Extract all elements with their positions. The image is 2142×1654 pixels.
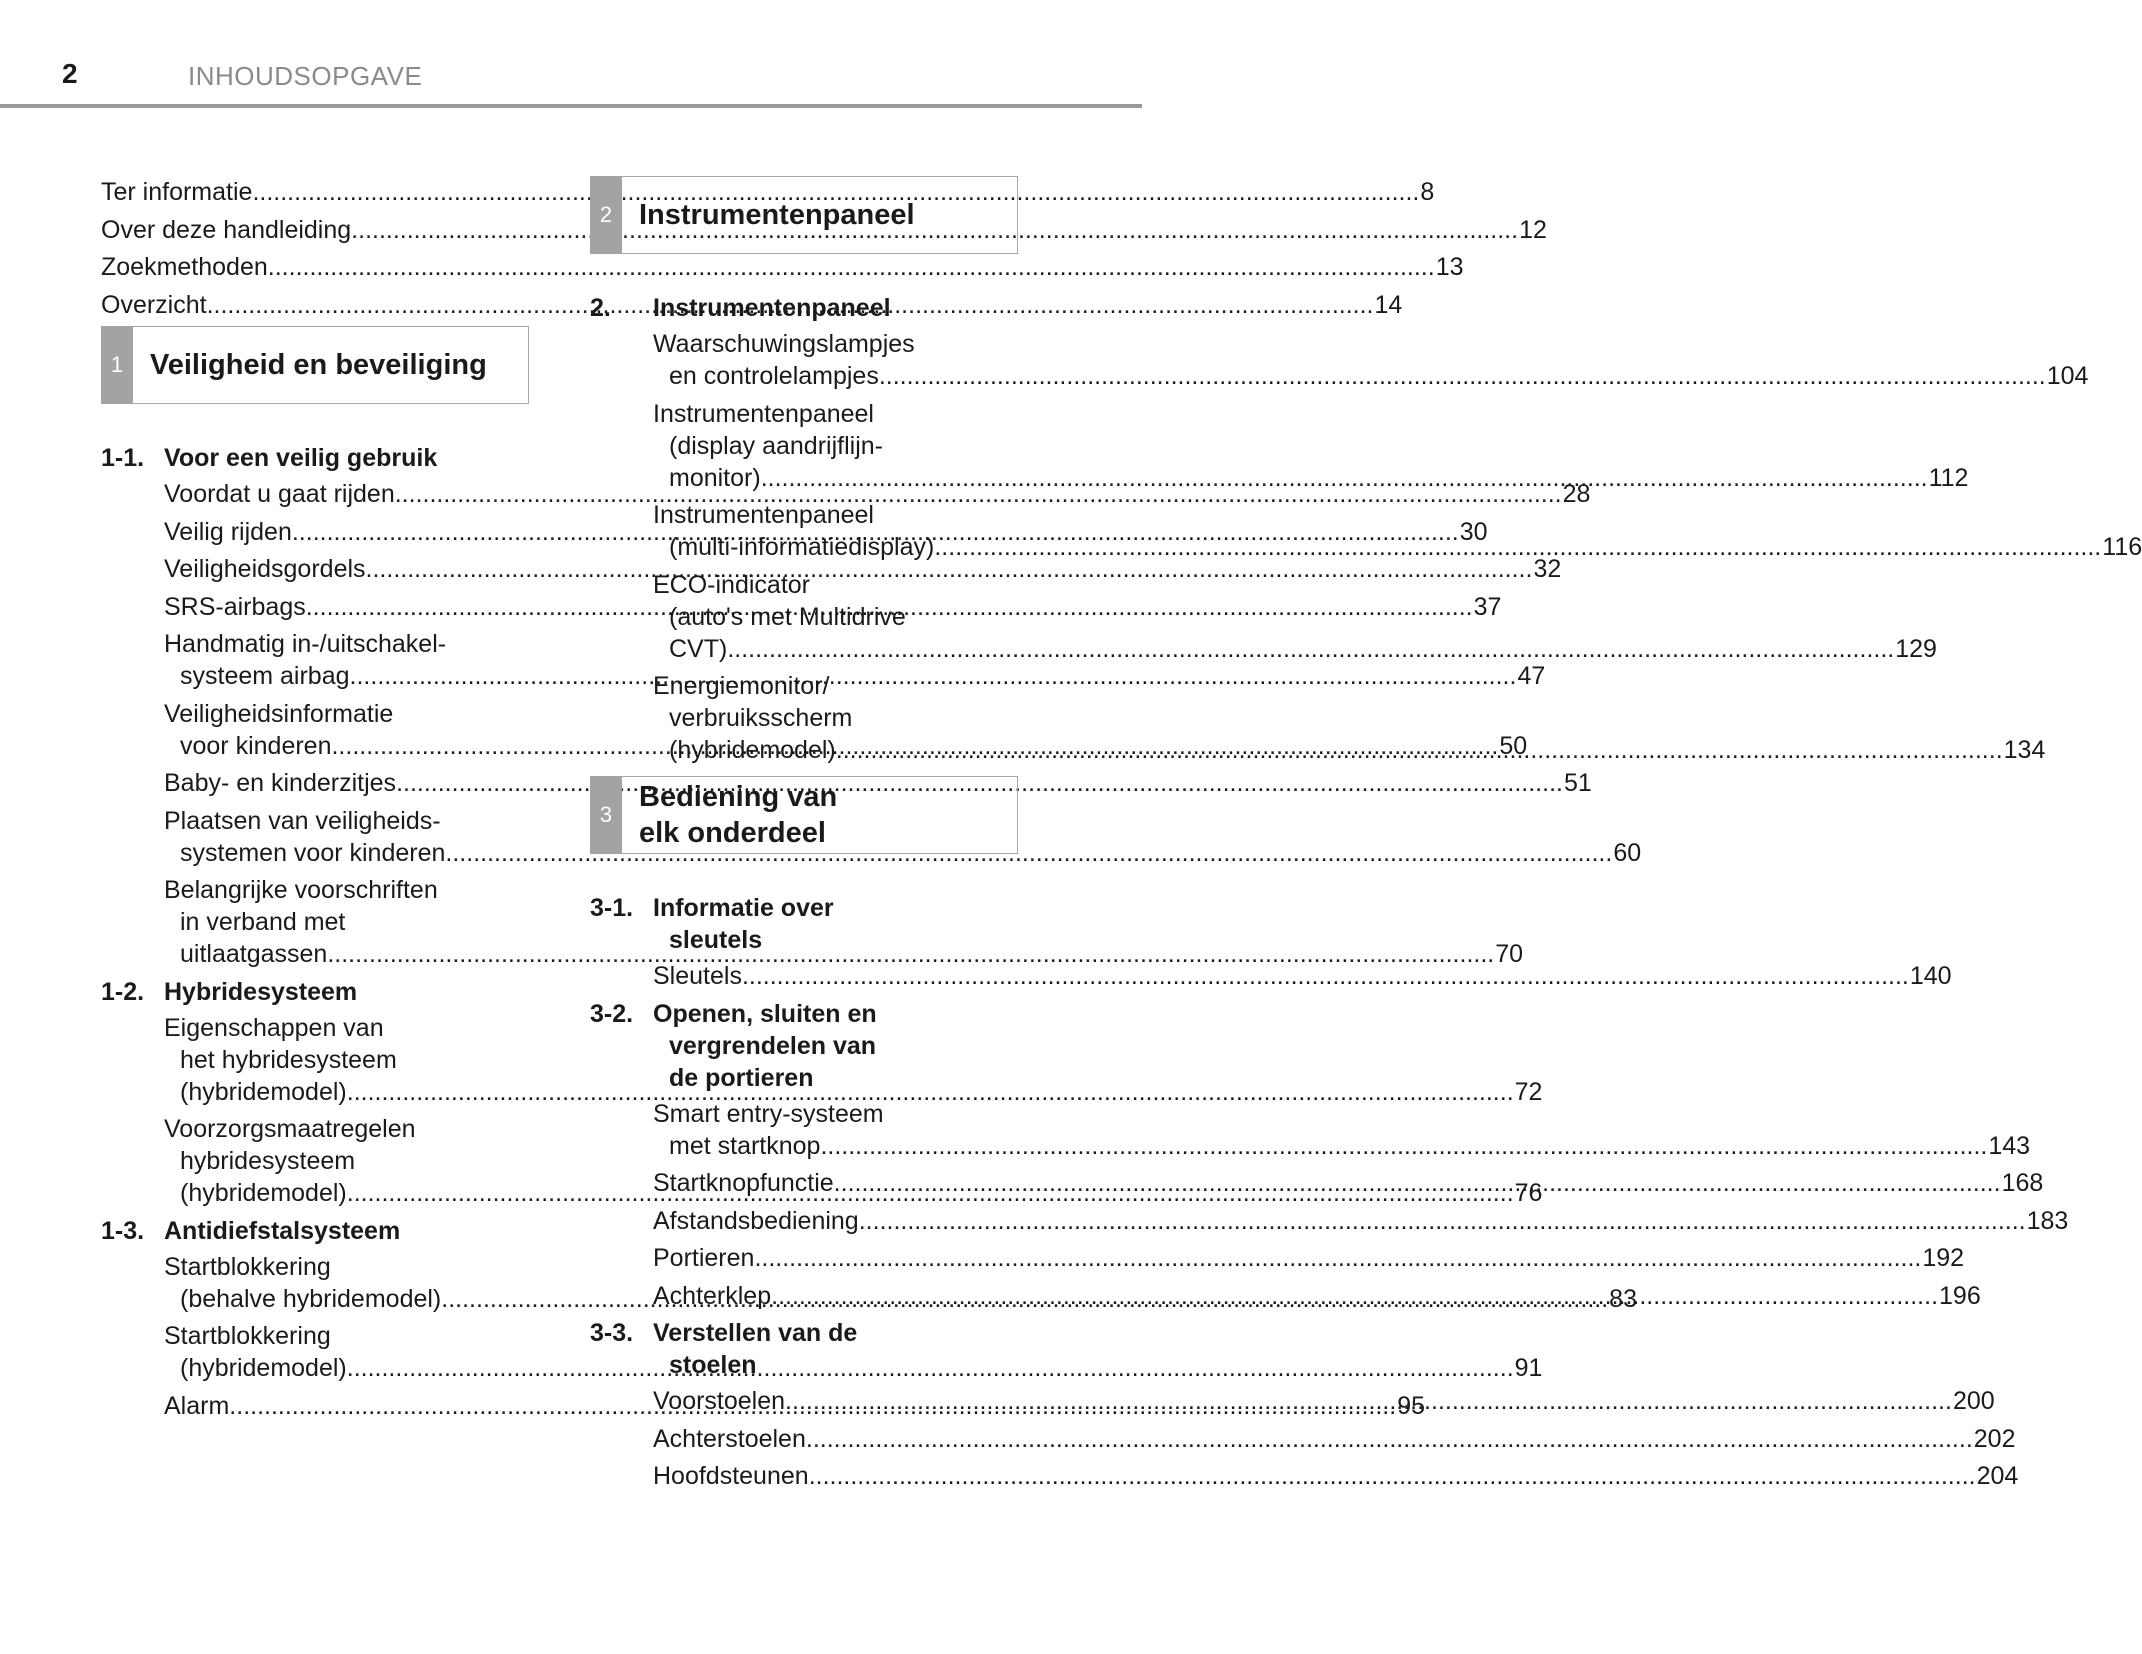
dot-leader (859, 1205, 2026, 1237)
entry-label-line: (auto's met Multidrive (669, 602, 906, 631)
dot-leader (806, 1423, 1973, 1455)
entry-label-line: Eigenschappen van (164, 1013, 384, 1042)
page-ref[interactable]: 143 (1988, 1131, 2031, 1160)
chapter-title (639, 779, 1007, 851)
section-number: 1-2. (101, 977, 145, 1006)
toc-entry[interactable] (653, 1423, 2016, 1455)
section-title-line: Openen, sluiten en (653, 999, 877, 1028)
section-heading[interactable] (590, 292, 1018, 324)
page-ref[interactable]: 192 (1922, 1244, 1965, 1272)
entry-label-line: hybridesysteem (180, 1147, 356, 1176)
section-title (653, 892, 1018, 956)
page-ref[interactable]: 70 (1495, 940, 1524, 969)
page-ref[interactable]: 183 (2026, 1206, 2069, 1235)
entry-label: (hybridemodel) (180, 1077, 347, 1106)
toc-entry[interactable] (653, 1460, 2019, 1492)
entry-label: Zoekmethoden (101, 253, 268, 282)
page-ref[interactable]: 116 (2102, 533, 2142, 561)
section-title (653, 1317, 1018, 1381)
toc-entry-line[interactable] (653, 360, 2089, 392)
entry-label-line: Instrumentenpaneel (653, 501, 874, 529)
dot-leader (820, 1132, 1987, 1160)
toc-entry[interactable] (653, 398, 1969, 494)
entry-label: (hybridemodel) (180, 1179, 347, 1208)
toc-entry-line[interactable] (653, 1242, 1965, 1274)
section-number: 1-1. (101, 444, 145, 473)
entry-label-line: Belangrijke voorschriften (164, 876, 438, 905)
entry-label: voor kinderen (180, 731, 332, 760)
page-ref[interactable]: 14 (1374, 290, 1403, 319)
entry-label: (hybridemodel) (180, 1354, 347, 1383)
section-title-line: de portieren (669, 1063, 814, 1092)
toc-entry-line[interactable] (653, 960, 1952, 992)
toc-entry-line[interactable] (653, 1423, 2016, 1455)
toc-entry-line[interactable] (653, 633, 1937, 665)
chapter-number-tab: 3 (590, 776, 622, 854)
page-ref[interactable]: 60 (1613, 838, 1642, 867)
page-ref[interactable]: 13 (1435, 253, 1464, 282)
page-ref[interactable]: 104 (2046, 362, 2089, 390)
section-heading[interactable] (101, 442, 529, 474)
entry-label: Over deze handleiding (101, 215, 352, 244)
toc-entry-line[interactable] (653, 1205, 2069, 1237)
entry-label: Portieren (653, 1244, 755, 1272)
toc-entry-line[interactable] (164, 478, 1591, 510)
dot-leader (754, 1242, 1921, 1274)
entry-label: (hybridemodel) (669, 736, 836, 764)
header-divider (0, 104, 1142, 108)
entry-label: uitlaatgassen (180, 940, 328, 969)
section-title (653, 998, 1018, 1094)
section-heading[interactable] (590, 1317, 1018, 1381)
dot-leader (934, 533, 2101, 561)
entry-label-line: het hybridesysteem (180, 1045, 397, 1074)
page-ref[interactable]: 47 (1517, 662, 1546, 691)
dot-leader (785, 1385, 1952, 1417)
page-ref[interactable]: 51 (1563, 769, 1592, 798)
chapter-title: Instrumentenpaneel (639, 199, 915, 231)
page-ref[interactable]: 196 (1939, 1281, 1981, 1310)
entry-label-line: Waarschuwingslampjes (653, 330, 915, 358)
entry-label-line: Startblokkering (164, 1252, 331, 1281)
toc-entry[interactable] (164, 478, 1591, 510)
entry-label: Baby- en kinderzitjes (164, 769, 397, 798)
page-ref[interactable]: 12 (1519, 215, 1547, 244)
section-title (164, 1215, 529, 1247)
dot-leader (809, 1460, 1976, 1492)
entry-label: Startknopfunctie (653, 1169, 834, 1197)
page-ref[interactable]: 72 (1514, 1077, 1543, 1106)
entry-label-line: Energiemonitor/ (653, 672, 830, 700)
chapter-1-heading[interactable] (101, 326, 529, 404)
dot-leader (771, 1280, 1938, 1312)
page-ref[interactable]: 37 (1473, 592, 1502, 621)
section-title-line: Hybridesysteem (164, 977, 358, 1006)
entry-label: CVT) (669, 634, 728, 663)
entry-label-line: ECO-indicator (653, 570, 810, 599)
entry-label: (multi-informatiedisplay) (669, 533, 935, 561)
entry-label-line: Handmatig in-/uitschakel- (164, 630, 447, 659)
entry-label-line: Voorzorgsmaatregelen (164, 1115, 416, 1144)
entry-label: Achterklep (653, 1281, 772, 1310)
entry-label: Achterstoelen (653, 1424, 806, 1453)
page-ref[interactable]: 28 (1562, 480, 1591, 509)
toc-entry[interactable] (653, 960, 1952, 992)
toc-entry[interactable] (653, 1098, 2031, 1162)
entry-label: systeem airbag (180, 662, 350, 691)
entry-label: Ter informatie (101, 178, 253, 206)
page-ref[interactable]: 204 (1976, 1462, 2019, 1490)
section-title-line: sleutels (669, 926, 763, 954)
page-title: INHOUDSOPGAVE (188, 61, 423, 91)
dot-leader (879, 362, 2046, 390)
toc-entry-line[interactable] (164, 837, 1642, 869)
section-title (164, 976, 529, 1008)
page-ref[interactable]: 32 (1533, 555, 1562, 584)
entry-label: Voorstoelen (653, 1387, 786, 1415)
entry-label-line: Instrumentenpaneel (653, 399, 874, 428)
page-ref[interactable]: 134 (2003, 736, 2046, 764)
section-title-line: Instrumentenpaneel (653, 294, 891, 322)
page-ref[interactable]: 112 (1928, 463, 1969, 492)
entry-label-line: Startblokkering (164, 1322, 331, 1351)
entry-label: Hoofdsteunen (653, 1462, 809, 1490)
page-ref[interactable]: 140 (1909, 962, 1952, 990)
entry-label: SRS-airbags (164, 592, 306, 621)
entry-label: systemen voor kinderen (180, 838, 446, 867)
chapter-title-line: Bediening van (639, 781, 838, 813)
section-heading[interactable] (590, 892, 1018, 956)
section-heading[interactable] (101, 1215, 529, 1247)
section-title-line: Verstellen van de (653, 1319, 858, 1347)
entry-label: met startknop (669, 1131, 821, 1160)
section-title-line: vergrendelen van (669, 1031, 877, 1060)
toc-entry-line[interactable] (101, 176, 1435, 208)
entry-label-line: verbruiksscherm (669, 704, 853, 732)
section-heading[interactable] (590, 998, 1018, 1094)
page-number: 2 (62, 58, 78, 89)
entry-label: Alarm (164, 1391, 230, 1420)
page-ref[interactable]: 200 (1952, 1387, 1995, 1415)
page-ref[interactable]: 168 (2001, 1169, 2044, 1197)
section-number: 1-3. (101, 1216, 145, 1245)
section-title (164, 442, 529, 474)
toc-entry-line[interactable] (653, 1130, 2031, 1162)
entry-label: Voordat u gaat rijden (164, 480, 395, 509)
page-ref[interactable]: 8 (1420, 178, 1435, 206)
toc-entry-line[interactable] (101, 251, 1464, 283)
toc-entry-line[interactable] (653, 1460, 2019, 1492)
entry-label-line: in verband met (180, 908, 346, 937)
entry-label-line: Smart entry-systeem (653, 1099, 884, 1128)
chapter-title: Veiligheid en beveiliging (150, 349, 487, 382)
entry-label: Veilig rijden (164, 517, 292, 546)
page-ref[interactable]: 83 (1609, 1284, 1637, 1313)
entry-label-line: Veiligheidsinformatie (164, 699, 394, 728)
section-title (653, 292, 1018, 324)
page-ref[interactable]: 129 (1895, 634, 1937, 663)
page-ref[interactable]: 50 (1499, 731, 1528, 760)
section-title-line: Antidiefstalsysteem (164, 1216, 401, 1245)
entry-label: Overzicht (101, 290, 207, 319)
dot-leader (742, 960, 1909, 992)
section-title-line: Voor een veilig gebruik (164, 444, 438, 473)
section-heading[interactable] (101, 976, 529, 1008)
entry-label: en controlelampjes (669, 362, 879, 390)
entry-label: Veiligheidsgordels (164, 555, 366, 584)
toc-entry-line[interactable] (653, 462, 1969, 494)
dot-leader (836, 736, 2003, 764)
toc-entry[interactable] (653, 1205, 2069, 1237)
dot-leader (727, 635, 1894, 663)
page-ref[interactable]: 91 (1514, 1354, 1543, 1383)
section-title-line: Informatie over (653, 894, 834, 922)
section-number: 3-3. (590, 1319, 634, 1347)
dot-leader (761, 464, 1928, 492)
entry-label: monitor) (669, 463, 761, 492)
section-title-line: stoelen (669, 1351, 757, 1379)
chapter-2-heading[interactable] (590, 176, 1018, 254)
page-ref[interactable]: 95 (1397, 1391, 1426, 1420)
entry-label-line: (display aandrijflijn- (669, 431, 883, 460)
entry-label: (behalve hybridemodel) (180, 1284, 442, 1313)
entry-label: Afstandsbediening (653, 1206, 859, 1235)
section-number: 2. (590, 294, 611, 322)
chapter-3-heading[interactable] (590, 776, 1018, 854)
page-ref[interactable]: 76 (1514, 1179, 1543, 1208)
chapter-title-line: elk onderdeel (639, 817, 826, 849)
chapter-number-tab: 2 (590, 176, 622, 254)
entry-label-line: Plaatsen van veiligheids- (164, 806, 441, 835)
page-ref[interactable]: 30 (1459, 517, 1488, 546)
dot-leader (834, 1167, 2001, 1199)
entry-label: Sleutels (653, 962, 742, 990)
chapter-number-tab: 1 (101, 326, 133, 404)
section-number: 3-1. (590, 894, 634, 922)
toc-entry[interactable] (653, 328, 2089, 392)
section-number: 3-2. (590, 999, 634, 1028)
page-ref[interactable]: 202 (1973, 1424, 2016, 1453)
toc-entry[interactable] (653, 1242, 1965, 1274)
